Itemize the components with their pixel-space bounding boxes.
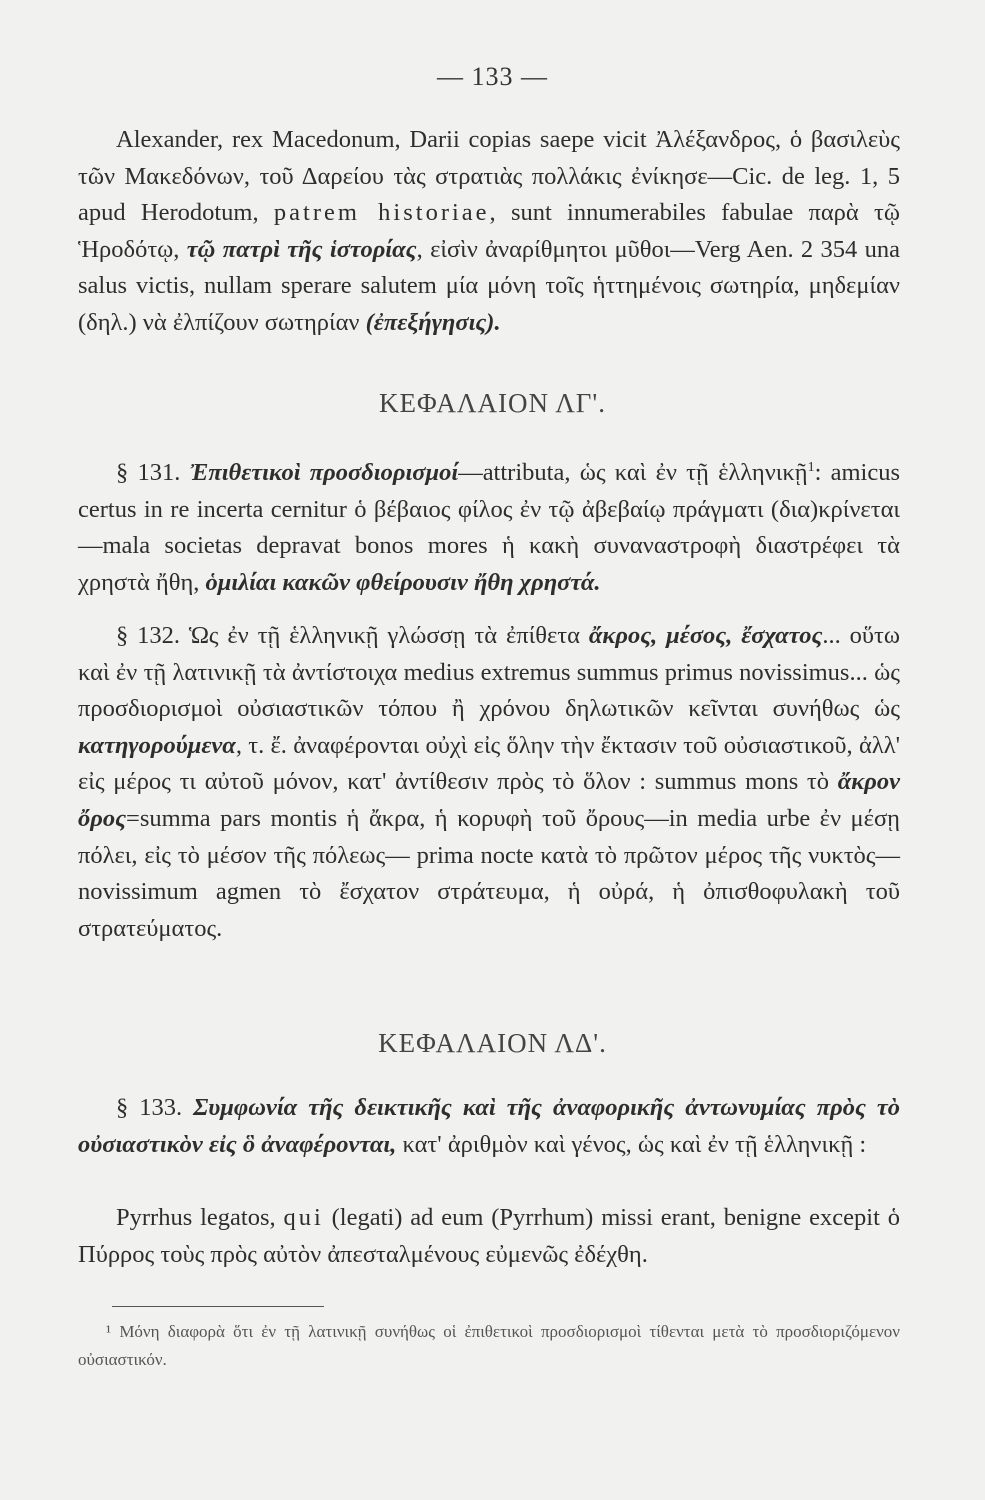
spaced-text: patrem historiae <box>273 199 490 227</box>
text-run: § 132. Ὡς ἐν τῇ ἑλληνικῇ γλώσσῃ τὰ ἐπίθετα <box>116 622 589 649</box>
emphasis-text: κατηγορούμενα <box>78 731 236 759</box>
text-run: : amicus certus in re incerta cernitur ὁ βέβαιος φίλος ἐν τῷ ἀβεβαίῳ πράγματι (δια)κρίνεται—mala societas depravat bonos mores ἡ κακὴ συναναστροφὴ διαστρέφει τὰ χρηστὰ ἤθη, <box>78 459 901 596</box>
emphasis-text: Ἐπιθετικοὶ προσδιορισμοί <box>189 459 459 487</box>
footnote-marker: 1 <box>807 460 815 475</box>
text-run: Pyrrhus legatos, <box>116 1204 284 1231</box>
chapter-heading-34: ΚΕΦΑΛΑΙΟΝ ΛΔ'. <box>378 1028 607 1058</box>
text-run: —attributa, ὡς καὶ ἐν τῇ ἑλληνικῇ <box>458 459 808 487</box>
paragraph-alexander <box>78 122 900 342</box>
emphasis-text: ἄκρον ὄρος <box>78 768 900 832</box>
paragraph-pyrrhus <box>78 1200 900 1273</box>
section-number: § 131. <box>116 459 190 487</box>
footnote: ¹ Μόνη διαφορὰ ὅτι ἐν τῇ λατινικῇ συνήθως οἱ ἐπιθετικοὶ προσδιορισμοὶ τίθενται μετὰ τὸ προσδιοριζόμενον οὐσιαστικόν. <box>78 1322 900 1369</box>
footnote-divider <box>112 1306 324 1307</box>
emphasis-text: (ἐπεξήγησις). <box>365 308 501 336</box>
paragraph-section-131 <box>78 450 900 602</box>
emphasis-text: ἄκρος, μέσος, ἔσχατος <box>588 622 823 649</box>
paragraph-section-132 <box>78 618 900 947</box>
text-run: , τ. ἔ. ἀναφέρονται οὐχὶ εἰς ὅλην τὴν ἔκτασιν τοῦ οὐσιαστικοῦ, ἀλλ' εἰς μέρος τι αὐτοῦ μόνον, κατ' ἀντίθεσιν πρὸς τὸ ὅλον : summus mons τὸ <box>78 731 900 796</box>
page-number: — 133 — <box>437 62 548 91</box>
text-run: (legati) ad eum (Pyrrhum) missi erant, benigne excepit ὁ Πύρρος τοὺς πρὸς αὐτὸν ἀπεσταλμένους εὐμενῶς ἐδέχθη. <box>78 1204 900 1268</box>
text-run: , εἰσὶν ἀναρίθμητοι μῦθοι—Verg Aen. 2 354 una salus victis, nullam sperare salutem μία μόνη τοῖς ἡττημένοις σωτηρία, μηδεμίαν (δηλ.) νὰ ἐλπίζουν σωτηρίαν <box>78 235 900 336</box>
text-run: Alexander, rex Macedonum, Darii copias saepe vicit Ἀλέξανδρος, ὁ βασιλεὺς τῶν Μακεδόνων, τοῦ Δαρείου τὰς στρατιὰς πολλάκις ἐνίκησε—Cic. de leg. 1, 5 apud Herodotum, <box>78 126 900 227</box>
emphasis-text: τῷ πατρὶ τῆς ἱστορίας <box>186 235 417 263</box>
emphasis-text: Συμφωνία τῆς δεικτικῆς καὶ τῆς ἀναφορικῆς ἀντωνυμίας πρὸς τὸ οὐσιαστικὸν εἰς ὃ ἀναφέρονται, <box>78 1094 901 1158</box>
text-run: , sunt innumerabiles fabulae παρὰ τῷ Ἡροδότῳ, <box>78 199 900 263</box>
chapter-heading-33: ΚΕΦΑΛΑΙΟΝ ΛΓ'. <box>378 388 607 418</box>
text-run: κατ' ἀριθμὸν καὶ γένος, ὡς καὶ ἐν τῇ ἑλληνικῇ : <box>396 1130 867 1158</box>
paragraph-section-133 <box>78 1090 900 1163</box>
spaced-text: qui <box>283 1204 324 1231</box>
section-number: § 133. <box>116 1094 194 1121</box>
text-run: =summa pars montis ἡ ἄκρα, ἡ κορυφὴ τοῦ ὄρους—in media urbe ἐν μέσῃ πόλει, εἰς τὸ μέσον τῆς πόλεως— prima nocte κατὰ τὸ πρῶτον μέρος τῆς νυκτὸς—novissimum agmen τὸ ἔσχατον στράτευμα, ἡ οὐρά, ἡ ὀπισθοφυλακὴ τοῦ στρατεύματος. <box>78 804 900 942</box>
text-run: ... οὕτω καὶ ἐν τῇ λατινικῇ τὰ ἀντίστοιχα medius extremus summus primus novissimus... ὡς προσδιορισμοὶ οὐσιαστικῶν τόπου ἢ χρόνου δηλωτικῶν κεῖνται συνήθως ὡς <box>78 622 900 723</box>
emphasis-text: ὁμιλίαι κακῶν φθείρουσιν ἤθη χρηστά. <box>205 568 601 596</box>
